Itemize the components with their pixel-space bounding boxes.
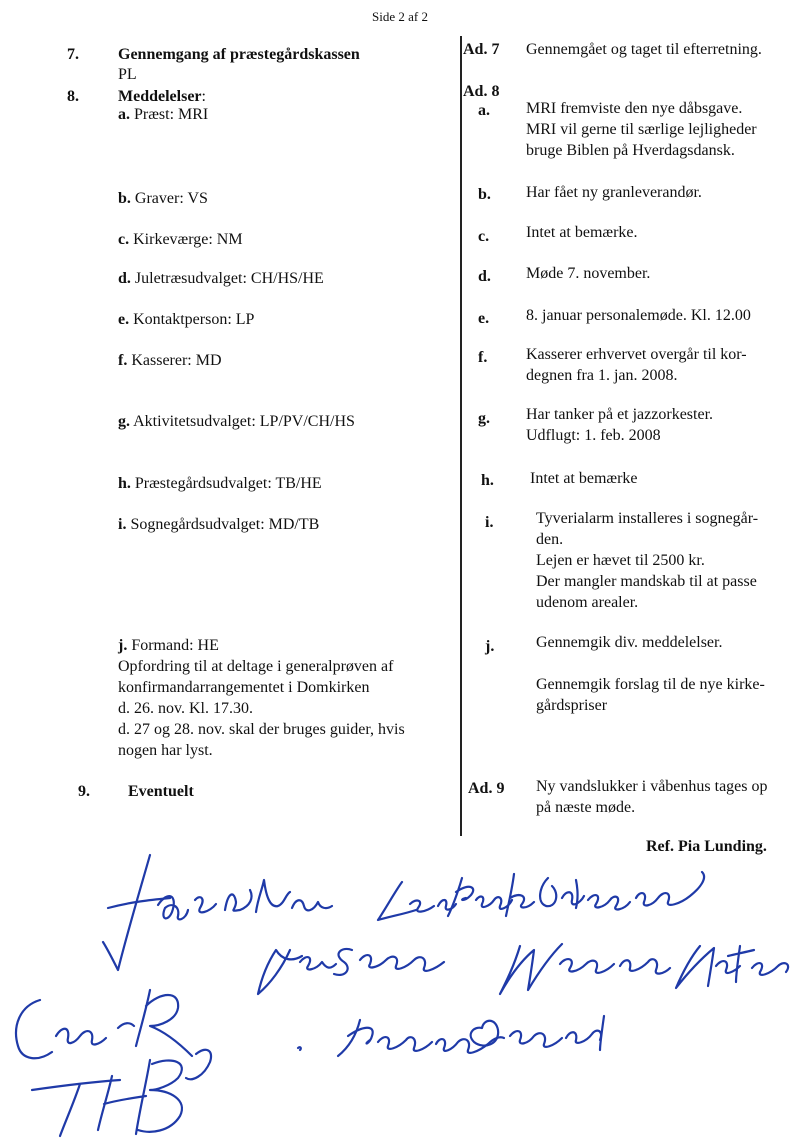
- item-8j-text: Formand: HE: [131, 637, 219, 654]
- item-8e-letter: e.: [118, 311, 130, 328]
- item-8g: [118, 411, 355, 432]
- ad-8i-line: den.: [536, 531, 564, 548]
- ad-8j-line: Gennemgik forslag til de nye kirke-: [536, 676, 765, 693]
- ad-8a-line: bruge Biblen på Hverdagsdansk.: [526, 142, 735, 159]
- item-8-title-colon: :: [201, 88, 206, 105]
- signature-marianne-druedahl: [298, 1016, 604, 1056]
- signature-norma-mathiesen: [500, 944, 788, 994]
- item-8j-line: d. 27 og 28. nov. skal der bruges guider, hvis: [118, 721, 405, 738]
- item-8a-letter: a.: [118, 106, 130, 123]
- item-8i-letter: i.: [118, 516, 127, 533]
- item-8d-text: Juletræsudvalget: CH/HS/HE: [134, 270, 324, 287]
- ad-8i-letter: i.: [485, 514, 494, 531]
- referent: Ref. Pia Lunding.: [646, 838, 767, 855]
- item-8i-text: Sognegårdsudvalget: MD/TB: [130, 516, 320, 533]
- signature-thb: [32, 1060, 182, 1136]
- ad-8a-line: MRI vil gerne til særlige lejligheder: [526, 121, 757, 138]
- item-8f: [118, 350, 222, 371]
- ad-8g-letter: g.: [478, 410, 490, 427]
- ad-8-label: Ad. 8: [463, 83, 500, 100]
- ad-8e-line: 8. januar personalemøde. Kl. 12.00: [526, 307, 751, 324]
- item-8j-line: Opfordring til at deltage i generalprøven af: [118, 658, 394, 675]
- item-7-sub: PL: [118, 66, 137, 83]
- ad-8g-line: Udflugt: 1. feb. 2008: [526, 427, 661, 444]
- item-8j-line: konfirmandarrangementet i Domkirken: [118, 679, 370, 696]
- signature-hans-elmlund: [103, 855, 332, 970]
- item-8j-line: nogen har lyst.: [118, 742, 213, 759]
- item-8i: [118, 514, 319, 535]
- item-8d: [118, 268, 324, 289]
- item-9-title: Eventuelt: [128, 783, 194, 800]
- ad-8h-letter: h.: [481, 472, 494, 489]
- item-9-number: 9.: [78, 783, 90, 800]
- ad-8i-line: Der mangler mandskab til at passe: [536, 573, 757, 590]
- item-8d-letter: d.: [118, 270, 131, 287]
- item-8b: [118, 188, 208, 209]
- item-8b-text: Graver: VS: [134, 190, 208, 207]
- ad-8d-letter: d.: [478, 268, 491, 285]
- item-8g-text: Aktivitetsudvalget: LP/PV/CH/HS: [133, 413, 355, 430]
- ad-8d-line: Møde 7. november.: [526, 265, 651, 282]
- item-8j-line: d. 26. nov. Kl. 17.30.: [118, 700, 253, 717]
- item-8c-letter: c.: [118, 231, 130, 248]
- ad-8c-letter: c.: [478, 228, 490, 245]
- ad-9-label: Ad. 9: [468, 780, 505, 797]
- ad-8i-line: udenom arealer.: [536, 594, 639, 611]
- ad-8j-letter: j.: [485, 638, 495, 655]
- ad-8j-line: gårdspriser: [536, 697, 608, 714]
- item-8e: [118, 309, 254, 330]
- item-8f-letter: f.: [118, 352, 128, 369]
- item-8-title: Meddelelser: [118, 88, 202, 105]
- ad-8i-line: Lejen er hævet til 2500 kr.: [536, 552, 705, 569]
- signature-vera-soerensen: [258, 949, 444, 994]
- item-8e-text: Kontaktperson: LP: [133, 311, 255, 328]
- item-8c: [118, 229, 243, 250]
- item-8a: [118, 104, 208, 125]
- item-8j-letter: j.: [118, 637, 128, 654]
- ad-8j-line: Gennemgik div. meddelelser.: [536, 634, 723, 651]
- ad-8g-line: Har tanker på et jazzorkester.: [526, 406, 714, 423]
- item-8g-letter: g.: [118, 413, 130, 430]
- ad-7-label: Ad. 7: [463, 41, 500, 58]
- ad-8c-line: Intet at bemærke.: [526, 224, 638, 241]
- ad-8f-letter: f.: [478, 349, 488, 366]
- signatures-image: [0, 850, 800, 1143]
- item-8a-text: Præst: MRI: [134, 106, 209, 123]
- ad-9-line: Ny vandslukker i våbenhus tages op: [536, 778, 768, 795]
- item-8h: [118, 473, 322, 494]
- item-8b-letter: b.: [118, 190, 131, 207]
- ad-8a-line: MRI fremviste den nye dåbsgave.: [526, 100, 743, 117]
- ad-8b-letter: b.: [478, 186, 491, 203]
- ad-8e-letter: e.: [478, 310, 490, 327]
- item-8j: [118, 635, 219, 656]
- ad-8h-line: Intet at bemærke: [530, 470, 638, 487]
- ad-7-text: Gennemgået og taget til efterretning.: [526, 41, 762, 58]
- item-8h-text: Præstegårdsudvalget: TB/HE: [134, 475, 322, 492]
- column-divider: [460, 36, 462, 836]
- item-7-number: 7.: [67, 46, 79, 63]
- ad-9-line: på næste møde.: [536, 799, 636, 816]
- item-8c-text: Kirkeværge: NM: [133, 231, 243, 248]
- item-8h-letter: h.: [118, 475, 131, 492]
- signature-lene-kloock-oestergaard: [378, 872, 704, 920]
- item-8f-text: Kasserer: MD: [131, 352, 222, 369]
- page-header: Side 2 af 2: [372, 9, 428, 24]
- ad-8f-line: Kasserer erhvervet overgår til kor-: [526, 346, 747, 363]
- ad-8f-line: degnen fra 1. jan. 2008.: [526, 367, 678, 384]
- item-8-number: 8.: [67, 88, 79, 105]
- item-7-title: Gennemgang af præstegårdskassen: [118, 46, 360, 63]
- ad-8a-letter: a.: [478, 102, 490, 119]
- ad-8i-line: Tyverialarm installeres i sognegår-: [536, 510, 759, 527]
- ad-8b-line: Har fået ny granleverandør.: [526, 184, 702, 201]
